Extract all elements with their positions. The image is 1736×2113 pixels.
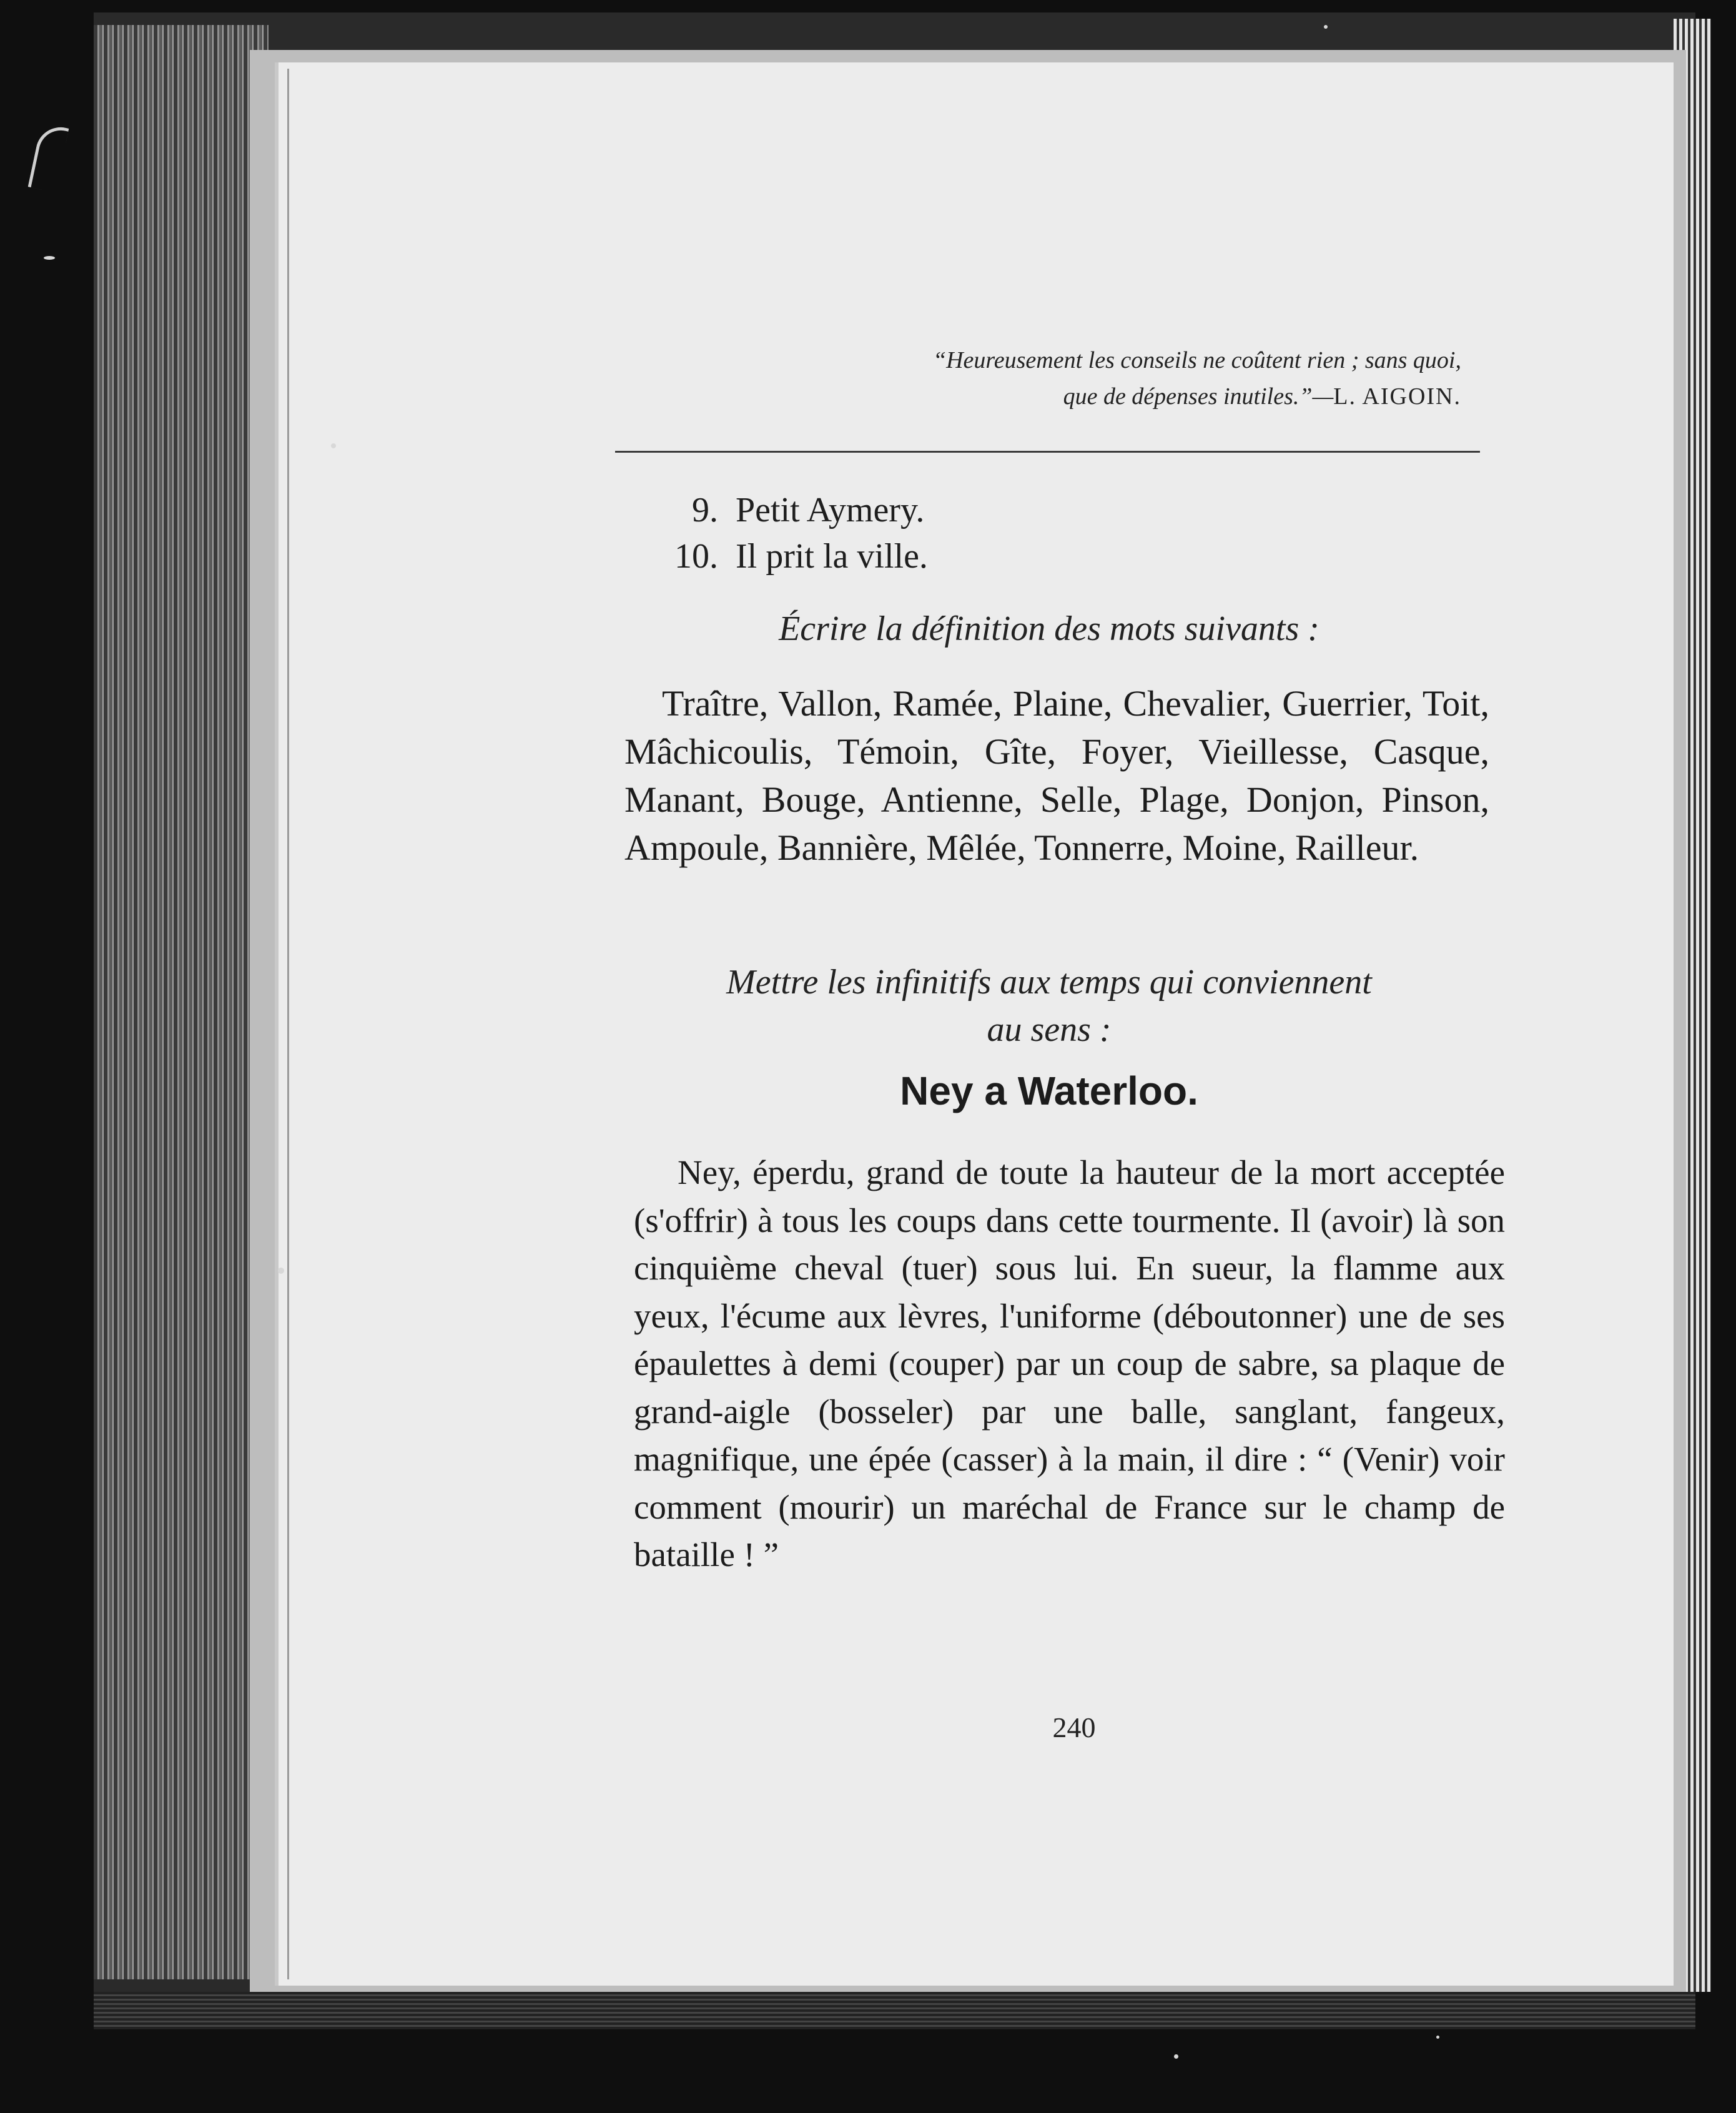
- book-bottom-edge: [94, 1992, 1695, 2029]
- instruction-infinitives: [624, 958, 1474, 1053]
- epigraph-line-2: [587, 378, 1461, 415]
- page-edges: [94, 25, 269, 1979]
- instruction-infinitives-line-2: au sens :: [987, 1010, 1112, 1049]
- list-item-text: Petit Aymery.: [736, 491, 925, 529]
- numbered-list: [643, 487, 928, 579]
- epigraph-line-2-text: que de dépenses inutiles.”—: [1063, 383, 1334, 410]
- dust-speck: [1436, 2036, 1439, 2039]
- list-item-number: 10.: [674, 537, 718, 576]
- list-item-text: Il prit la ville.: [736, 537, 928, 576]
- page-gutter-line: [287, 69, 289, 1979]
- passage-paragraph: Ney, éperdu, grand de toute la hauteur de la mort acceptée (s'offrir) à tous les coups dans cette tourmente. Il (avoir) là son cinquième cheval (tuer) sous lui. En sueur, la flamme aux yeux, l'écume aux lèvres, l'uniforme (déboutonner) une de ses épaulettes à demi (couper) par un coup de sabre, sa plaque de grand-aigle (bosseler) par une balle, sanglant, fangeux, magnifique, une épée (casser) à la main, il dire : “ (Venir) voir comment (mourir) un maréchal de France sur le champ de bataille ! ”: [634, 1153, 1505, 1574]
- page-number: 240: [1052, 1712, 1096, 1743]
- dust-speck: [1174, 2054, 1178, 2059]
- dust-speck: [44, 256, 55, 260]
- epigraph-line-1: “Heureusement les conseils ne coûtent rien ; sans quoi,: [932, 347, 1461, 373]
- list-item: [643, 487, 928, 533]
- instruction-infinitives-line-1: Mettre les infinitifs aux temps qui conviennent: [726, 963, 1372, 1002]
- list-item-number: 9.: [692, 491, 718, 529]
- section-title: Ney a Waterloo.: [900, 1068, 1198, 1113]
- dust-speck: [331, 443, 336, 448]
- epigraph-author: L. AIGOIN.: [1333, 383, 1461, 410]
- list-item: [643, 533, 928, 579]
- epigraph: [587, 342, 1461, 415]
- dust-speck: [278, 1268, 284, 1274]
- divider-rule: [615, 451, 1480, 453]
- dust-speck: [1324, 25, 1328, 29]
- vocabulary-paragraph: Traître, Vallon, Ramée, Plaine, Chevalier, Guerrier, Toit, Mâchicoulis, Témoin, Gîte, Foyer, Vieillesse, Casque, Manant, Bouge, Antienne, Selle, Plage, Donjon, Pinson, Ampoule, Bannière, Mêlée, Tonnerre, Moine, Railleur.: [624, 683, 1489, 868]
- instruction-definitions: Écrire la définition des mots suivants :: [779, 609, 1319, 648]
